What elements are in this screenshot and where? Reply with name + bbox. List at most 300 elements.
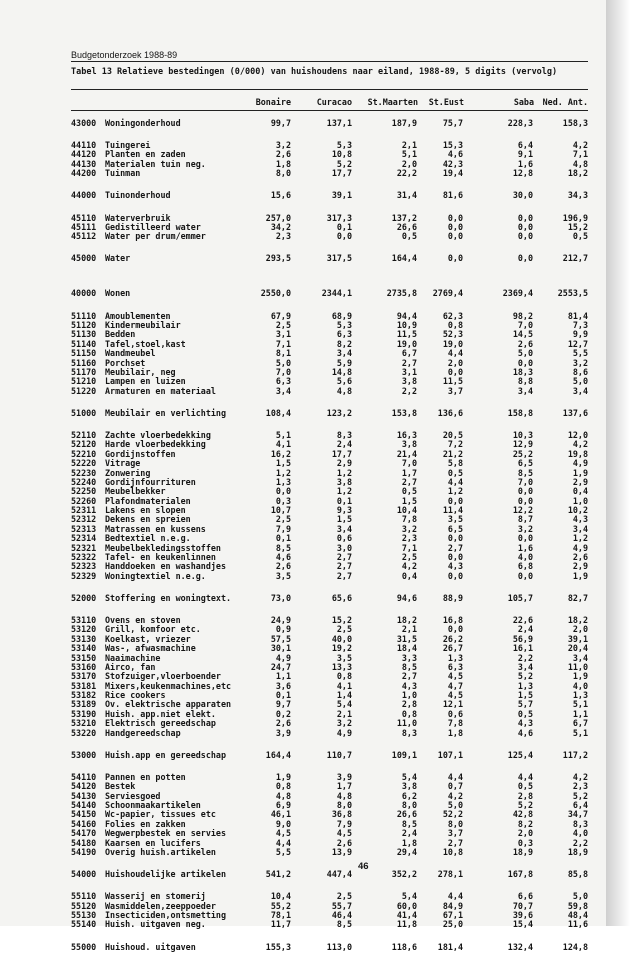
row-label: Lampen en luizen xyxy=(105,377,186,387)
value-cell: 3,7 xyxy=(447,386,463,396)
value-cell: 12,2 xyxy=(512,506,533,515)
value-cell: 8,8 xyxy=(517,377,533,387)
value-cell: 8,3 xyxy=(336,431,352,440)
value-cell: 4,3 xyxy=(572,515,588,525)
value-cell: 25,0 xyxy=(442,920,463,930)
row-label: Tuinman xyxy=(105,169,141,179)
value-cell: 4,8 xyxy=(336,791,352,801)
value-cell: 2,3 xyxy=(572,782,588,792)
row-code: 53130 xyxy=(71,634,97,644)
value-cell: 1,1 xyxy=(275,672,291,682)
value-cell: 5,7 xyxy=(517,700,533,710)
value-cell: 4,7 xyxy=(447,681,463,691)
row-label: Wasmiddelen,zeeppoeder xyxy=(105,901,216,911)
value-cell: 4,0 xyxy=(572,681,588,691)
value-cell: 19,0 xyxy=(442,339,463,349)
value-cell: 0,0 xyxy=(447,534,463,544)
table-row xyxy=(71,829,588,838)
value-cell: 1,0 xyxy=(401,691,417,700)
row-label: Handdoeken en washandjes xyxy=(105,562,227,572)
row-label: Amoublementen xyxy=(105,311,171,321)
value-cell: 6,8 xyxy=(517,562,533,572)
value-cell: 1,5 xyxy=(517,691,533,700)
row-label: Handgereedschap xyxy=(105,728,181,738)
table-row xyxy=(71,663,588,672)
value-cell: 2,5 xyxy=(275,515,291,525)
value-cell: 11,0 xyxy=(396,719,417,729)
value-cell: 7,0 xyxy=(517,477,533,487)
value-cell: 3,4 xyxy=(275,386,291,396)
row-code: 44000 xyxy=(71,190,97,201)
value-cell: 4,2 xyxy=(572,772,588,782)
value-cell: 0,4 xyxy=(572,487,588,497)
value-cell: 19,2 xyxy=(331,644,352,654)
value-cell: 113,0 xyxy=(326,941,352,952)
row-label: Mixers,keukenmachines,etc xyxy=(105,681,232,691)
row-label: Meubelbekker xyxy=(105,487,166,497)
value-cell: 3,4 xyxy=(336,349,352,359)
table-row xyxy=(71,368,588,377)
value-cell: 5,1 xyxy=(572,728,588,738)
row-spacer xyxy=(71,581,588,593)
table-row xyxy=(71,782,588,791)
column-header-saba: Saba xyxy=(513,97,534,107)
value-cell: 6,3 xyxy=(336,330,352,340)
row-code: 52230 xyxy=(71,468,97,478)
value-cell: 2,4 xyxy=(336,440,352,450)
table-row xyxy=(71,214,588,223)
value-cell: 0,0 xyxy=(517,213,533,223)
value-cell: 0,0 xyxy=(517,487,533,497)
spacer-cell xyxy=(71,265,588,277)
subtotal-row xyxy=(71,408,588,419)
value-cell: 10,4 xyxy=(270,892,291,902)
row-code: 45110 xyxy=(71,213,97,223)
row-label: Was-, afwasmachine xyxy=(105,644,196,654)
row-code: 43000 xyxy=(71,118,97,128)
value-cell: 4,0 xyxy=(572,829,588,839)
row-label: Zachte vloerbedekking xyxy=(105,431,211,440)
row-label: Gordijnstoffen xyxy=(105,449,176,459)
value-cell: 136,6 xyxy=(437,408,463,418)
value-cell: 9,3 xyxy=(336,506,352,515)
value-cell: 109,1 xyxy=(391,749,417,760)
value-cell: 0,0 xyxy=(517,232,533,242)
table-row xyxy=(71,682,588,691)
value-cell: 2,0 xyxy=(447,358,463,368)
value-cell: 1,9 xyxy=(572,468,588,478)
row-label: Folies en zakken xyxy=(105,819,186,829)
value-cell: 1,5 xyxy=(275,459,291,469)
row-code: 52314 xyxy=(71,534,97,544)
row-code: 51120 xyxy=(71,321,97,330)
value-cell: 2,0 xyxy=(401,159,417,169)
table-row xyxy=(71,691,588,700)
value-cell: 0,0 xyxy=(336,232,352,242)
value-cell: 118,6 xyxy=(391,941,417,952)
row-code: 51150 xyxy=(71,349,97,359)
table-row xyxy=(71,616,588,625)
row-code: 52250 xyxy=(71,487,97,497)
value-cell: 293,5 xyxy=(265,253,291,264)
table-row xyxy=(71,321,588,330)
row-code: 54000 xyxy=(71,869,97,880)
value-cell: 196,9 xyxy=(562,213,588,223)
value-cell: 3,1 xyxy=(401,367,417,377)
value-cell: 40,0 xyxy=(331,634,352,644)
row-code: 52321 xyxy=(71,543,97,553)
row-code: 53110 xyxy=(71,616,97,625)
value-cell: 52,3 xyxy=(442,330,463,340)
value-cell: 0,0 xyxy=(447,496,463,506)
value-cell: 4,1 xyxy=(336,681,352,691)
spacer-cell xyxy=(71,857,588,869)
value-cell: 14,5 xyxy=(512,330,533,340)
row-code: 53160 xyxy=(71,662,97,672)
value-cell: 6,4 xyxy=(517,141,533,150)
spacer-cell xyxy=(71,129,588,141)
row-label: Planten en zaden xyxy=(105,150,186,160)
value-cell: 5,0 xyxy=(517,349,533,359)
value-cell: 352,2 xyxy=(391,869,417,880)
value-cell: 81,6 xyxy=(442,190,463,201)
value-cell: 1,6 xyxy=(517,543,533,553)
value-cell: 7,1 xyxy=(275,339,291,349)
value-cell: 2,6 xyxy=(275,150,291,160)
row-label: Stofzuiger,vloerboender xyxy=(105,672,221,682)
value-cell: 4,5 xyxy=(336,829,352,839)
value-cell: 132,4 xyxy=(507,941,533,952)
table-row xyxy=(71,478,588,487)
row-label: Overig huish.artikelen xyxy=(105,847,216,857)
value-cell: 46,1 xyxy=(270,810,291,820)
value-cell: 30,1 xyxy=(270,644,291,654)
table-row xyxy=(71,729,588,738)
row-spacer xyxy=(71,880,588,892)
row-code: 55000 xyxy=(71,941,97,952)
row-spacer xyxy=(71,761,588,773)
value-cell: 12,9 xyxy=(512,440,533,450)
value-cell: 0,7 xyxy=(447,782,463,792)
row-label: Airco, fan xyxy=(105,662,156,672)
value-cell: 70,7 xyxy=(512,901,533,911)
value-cell: 137,2 xyxy=(391,213,417,223)
value-cell: 0,5 xyxy=(447,468,463,478)
value-cell: 4,4 xyxy=(275,838,291,848)
row-code: 45000 xyxy=(71,253,97,264)
value-cell: 11,5 xyxy=(396,330,417,340)
value-cell: 26,6 xyxy=(396,222,417,232)
row-code: 45111 xyxy=(71,222,97,232)
row-spacer xyxy=(71,953,588,965)
value-cell: 0,8 xyxy=(447,321,463,330)
row-code: 40000 xyxy=(71,288,97,299)
spacer-cell xyxy=(71,880,588,892)
value-cell: 2769,4 xyxy=(432,288,463,299)
spacer-cell xyxy=(71,300,588,312)
value-cell: 7,8 xyxy=(447,719,463,729)
value-cell: 8,7 xyxy=(517,515,533,525)
value-cell: 7,3 xyxy=(572,321,588,330)
value-cell: 7,0 xyxy=(517,321,533,330)
value-cell: 11,4 xyxy=(442,506,463,515)
value-cell: 2,3 xyxy=(401,534,417,544)
value-cell: 541,2 xyxy=(265,869,291,880)
table-row xyxy=(71,572,588,581)
value-cell: 88,9 xyxy=(442,593,463,603)
value-cell: 0,6 xyxy=(336,534,352,544)
value-cell: 84,9 xyxy=(442,901,463,911)
value-cell: 5,1 xyxy=(275,431,291,440)
value-cell: 15,4 xyxy=(512,920,533,930)
value-cell: 2369,4 xyxy=(502,288,533,299)
value-cell: 21,4 xyxy=(396,449,417,459)
value-cell: 2550,0 xyxy=(260,288,291,299)
value-cell: 31,5 xyxy=(396,634,417,644)
value-cell: 4,4 xyxy=(447,892,463,902)
subtotal-row xyxy=(71,942,588,953)
table-row xyxy=(71,700,588,709)
value-cell: 3,4 xyxy=(517,386,533,396)
table-row xyxy=(71,487,588,496)
row-code: 52260 xyxy=(71,496,97,506)
value-cell: 78,1 xyxy=(270,911,291,920)
row-label: Naaimachine xyxy=(105,653,161,663)
value-cell: 99,7 xyxy=(270,118,291,128)
value-cell: 94,6 xyxy=(396,593,417,603)
value-cell: 4,2 xyxy=(572,440,588,450)
value-cell: 4,5 xyxy=(275,829,291,839)
row-code: 45112 xyxy=(71,232,97,242)
value-cell: 228,3 xyxy=(507,118,533,128)
row-code: 53182 xyxy=(71,691,97,700)
value-cell: 14,8 xyxy=(331,367,352,377)
value-cell: 0,2 xyxy=(275,709,291,719)
value-cell: 12,8 xyxy=(512,169,533,179)
value-cell: 5,5 xyxy=(275,847,291,857)
subtotal-row xyxy=(71,869,588,880)
value-cell: 2,9 xyxy=(572,562,588,572)
value-cell: 5,2 xyxy=(572,791,588,801)
spacer-cell xyxy=(71,738,588,750)
value-cell: 15,2 xyxy=(567,222,588,232)
value-cell: 11,8 xyxy=(396,920,417,930)
value-cell: 1,7 xyxy=(336,782,352,792)
value-cell: 3,4 xyxy=(572,653,588,663)
row-label: Koelkast, vriezer xyxy=(105,634,191,644)
value-cell: 3,5 xyxy=(447,515,463,525)
row-spacer xyxy=(71,857,588,869)
value-cell: 8,3 xyxy=(401,728,417,738)
value-cell: 158,8 xyxy=(507,408,533,418)
row-code: 44200 xyxy=(71,169,97,179)
row-label: Wonen xyxy=(105,288,131,299)
page-edge-shadow xyxy=(606,0,630,926)
value-cell: 30,0 xyxy=(512,190,533,201)
row-label: Grill, komfoor etc. xyxy=(105,625,201,635)
value-cell: 0,0 xyxy=(517,358,533,368)
table-row xyxy=(71,635,588,644)
value-cell: 3,2 xyxy=(572,358,588,368)
value-cell: 8,2 xyxy=(336,339,352,349)
row-label: Schoonmaakartikelen xyxy=(105,801,201,810)
value-cell: 18,4 xyxy=(396,644,417,654)
row-label: Tuinonderhoud xyxy=(105,190,171,201)
row-code: 52240 xyxy=(71,477,97,487)
value-cell: 24,7 xyxy=(270,662,291,672)
value-cell: 8,0 xyxy=(447,819,463,829)
value-cell: 3,2 xyxy=(517,524,533,534)
value-cell: 7,2 xyxy=(447,440,463,450)
value-cell: 2735,8 xyxy=(386,288,417,299)
value-cell: 94,4 xyxy=(396,311,417,321)
value-cell: 1,1 xyxy=(572,709,588,719)
spacer-cell xyxy=(71,604,588,616)
value-cell: 31,4 xyxy=(396,190,417,201)
value-cell: 2,7 xyxy=(401,672,417,682)
value-cell: 29,4 xyxy=(396,847,417,857)
value-cell: 5,3 xyxy=(336,321,352,330)
value-cell: 164,4 xyxy=(265,749,291,760)
value-cell: 5,8 xyxy=(447,459,463,469)
spacer-cell xyxy=(71,202,588,214)
value-cell: 11,7 xyxy=(270,920,291,930)
row-spacer xyxy=(71,265,588,277)
value-cell: 5,4 xyxy=(401,892,417,902)
table-row xyxy=(71,719,588,728)
row-code: 54160 xyxy=(71,819,97,829)
value-cell: 8,5 xyxy=(275,543,291,553)
value-cell: 62,3 xyxy=(442,311,463,321)
value-cell: 7,0 xyxy=(401,459,417,469)
value-cell: 2553,5 xyxy=(557,288,588,299)
value-cell: 0,1 xyxy=(336,222,352,232)
value-cell: 3,6 xyxy=(275,681,291,691)
value-cell: 55,2 xyxy=(270,901,291,911)
value-cell: 6,9 xyxy=(275,801,291,810)
table-row xyxy=(71,377,588,386)
row-label: Tafel,stoel,kast xyxy=(105,339,186,349)
value-cell: 123,2 xyxy=(326,408,352,418)
row-code: 52312 xyxy=(71,515,97,525)
value-cell: 0,8 xyxy=(336,672,352,682)
value-cell: 181,4 xyxy=(437,941,463,952)
table-row xyxy=(71,141,588,150)
row-code: 51220 xyxy=(71,386,97,396)
row-code: 55110 xyxy=(71,892,97,902)
value-cell: 1,2 xyxy=(336,468,352,478)
value-cell: 2,1 xyxy=(401,141,417,150)
row-code: 51170 xyxy=(71,367,97,377)
value-cell: 34,3 xyxy=(567,190,588,201)
row-label: Vitrage xyxy=(105,459,141,469)
row-label: Insecticiden,ontsmetting xyxy=(105,911,227,920)
value-cell: 39,1 xyxy=(567,634,588,644)
value-cell: 4,9 xyxy=(572,543,588,553)
spacer-cell xyxy=(71,396,588,408)
value-cell: 98,2 xyxy=(512,311,533,321)
value-cell: 0,0 xyxy=(517,253,533,264)
value-cell: 2,7 xyxy=(447,543,463,553)
table-row xyxy=(71,801,588,810)
running-header: Budgetonderzoek 1988-89 xyxy=(71,50,178,60)
spacer-cell xyxy=(71,242,588,254)
table-row xyxy=(71,469,588,478)
value-cell: 57,5 xyxy=(270,634,291,644)
value-cell: 5,2 xyxy=(517,801,533,810)
row-code: 53120 xyxy=(71,625,97,635)
value-cell: 2,1 xyxy=(401,625,417,635)
value-cell: 26,6 xyxy=(396,810,417,820)
value-cell: 1,0 xyxy=(572,496,588,506)
row-spacer xyxy=(71,604,588,616)
value-cell: 7,1 xyxy=(572,150,588,160)
row-code: 44130 xyxy=(71,159,97,169)
value-cell: 1,9 xyxy=(275,772,291,782)
table-row xyxy=(71,654,588,663)
value-cell: 0,1 xyxy=(336,496,352,506)
table-row xyxy=(71,160,588,169)
header-bottom-rule xyxy=(71,110,588,111)
row-spacer xyxy=(71,129,588,141)
value-cell: 19,4 xyxy=(442,169,463,179)
value-cell: 2,7 xyxy=(447,838,463,848)
value-cell: 13,9 xyxy=(331,847,352,857)
row-code: 51160 xyxy=(71,358,97,368)
value-cell: 12,7 xyxy=(567,339,588,349)
value-cell: 1,2 xyxy=(447,487,463,497)
value-cell: 21,2 xyxy=(442,449,463,459)
row-code: 44110 xyxy=(71,141,97,150)
value-cell: 8,5 xyxy=(401,819,417,829)
value-cell: 5,6 xyxy=(336,377,352,387)
table-row xyxy=(71,644,588,653)
value-cell: 4,6 xyxy=(447,150,463,160)
value-cell: 68,9 xyxy=(331,311,352,321)
table-row xyxy=(71,710,588,719)
row-code: 51130 xyxy=(71,330,97,340)
value-cell: 3,8 xyxy=(401,377,417,387)
row-label: Bedtextiel n.e.g. xyxy=(105,534,191,544)
value-cell: 36,8 xyxy=(331,810,352,820)
spacer-cell xyxy=(71,761,588,773)
value-cell: 1,4 xyxy=(336,691,352,700)
value-cell: 4,4 xyxy=(447,349,463,359)
row-label: Bestek xyxy=(105,782,136,792)
table-row xyxy=(71,349,588,358)
spacer-cell xyxy=(71,419,588,431)
value-cell: 8,0 xyxy=(401,801,417,810)
table-row xyxy=(71,839,588,848)
value-cell: 42,8 xyxy=(512,810,533,820)
row-code: 51140 xyxy=(71,339,97,349)
spacer-cell xyxy=(71,179,588,191)
value-cell: 0,3 xyxy=(517,838,533,848)
value-cell: 117,2 xyxy=(562,749,588,760)
row-code: 55140 xyxy=(71,920,97,930)
value-cell: 2,0 xyxy=(572,625,588,635)
value-cell: 5,9 xyxy=(336,358,352,368)
value-cell: 4,2 xyxy=(401,562,417,572)
table-row xyxy=(71,450,588,459)
row-code: 53181 xyxy=(71,681,97,691)
row-code: 53170 xyxy=(71,672,97,682)
value-cell: 10,8 xyxy=(331,150,352,160)
value-cell: 6,7 xyxy=(401,349,417,359)
row-code: 52000 xyxy=(71,593,97,603)
value-cell: 10,3 xyxy=(512,431,533,440)
row-label: Huish. app.niet elekt. xyxy=(105,709,216,719)
